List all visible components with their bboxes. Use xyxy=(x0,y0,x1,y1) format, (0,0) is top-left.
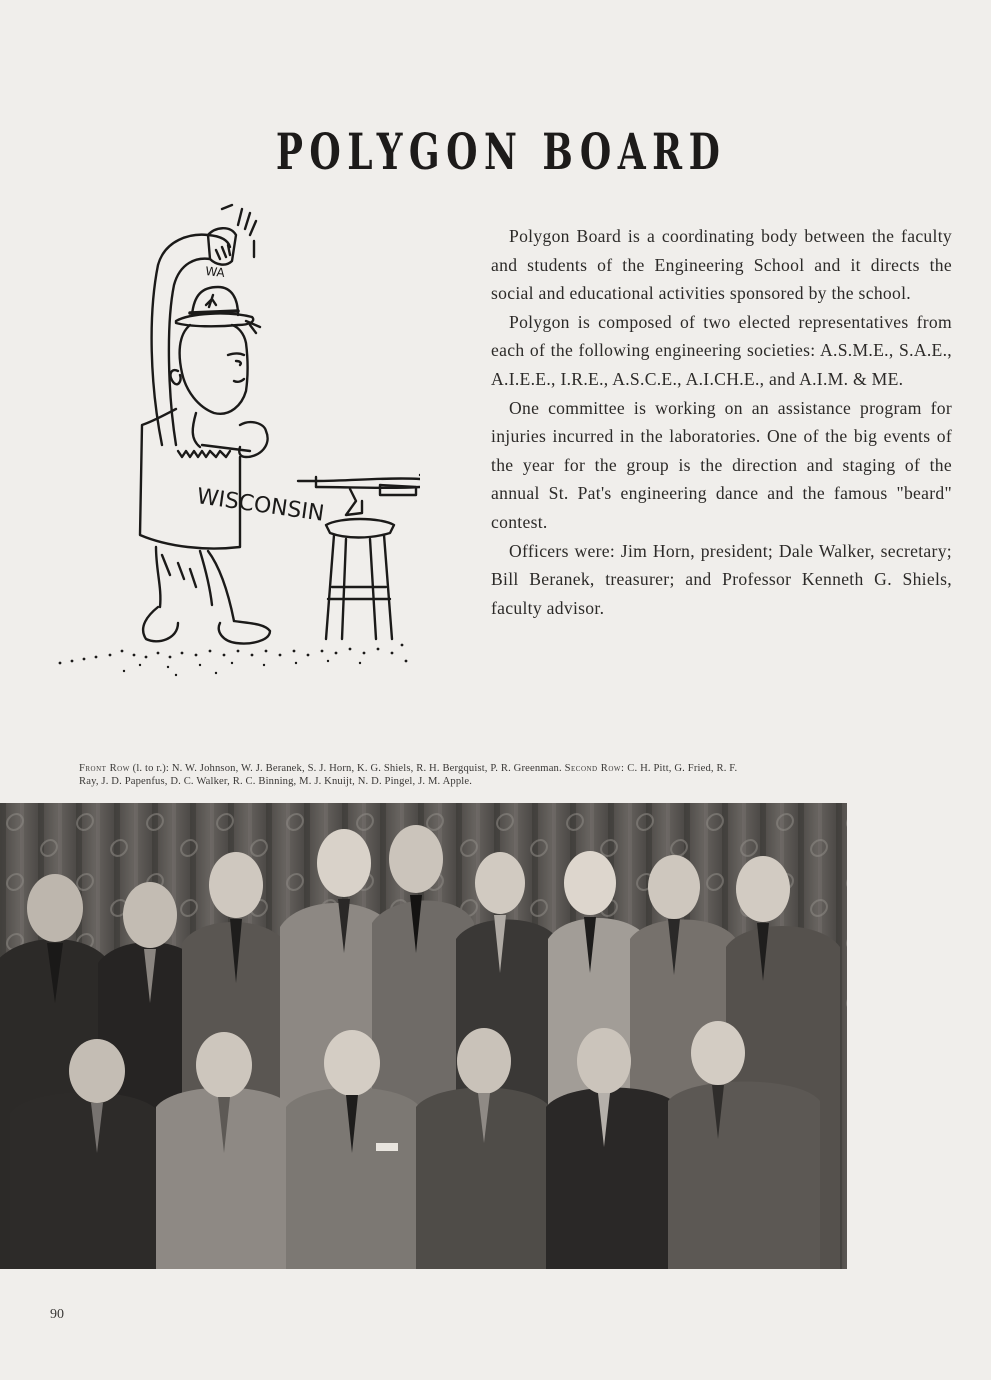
photo-caption xyxy=(79,762,759,788)
article-paragraph-3: One committee is working on an assistance program for injuries incurred in the laboratories. One of the big events of the year for the group is the direction and staging of the annual St. Pat's engineering dance and the famous "beard" contest. xyxy=(491,397,952,532)
caption-second-label: Second Row: xyxy=(564,763,625,774)
group-photograph xyxy=(0,803,847,1269)
hand-lettering: WA xyxy=(204,264,226,281)
engineer-cartoon-illustration xyxy=(50,195,420,690)
page-number: 90 xyxy=(50,1307,64,1322)
page-title: POLYGON BOARD xyxy=(275,122,727,181)
article-paragraph-4: Officers were: Jim Horn, president; Dale Walker, secretary; Bill Beranek, treasurer; and Professor Kenneth G. Shiels, faculty advisor. xyxy=(491,540,952,618)
article-body xyxy=(491,222,952,622)
caption-front-label: Front Row xyxy=(79,763,130,774)
shirt-lettering: WISCONSIN xyxy=(195,484,326,527)
caption-front-names: N. W. Johnson, W. J. Beranek, S. J. Horn, K. G. Shiels, R. H. Bergquist, P. R. Greenman. xyxy=(171,763,562,774)
article-paragraph-2: Polygon is composed of two elected representatives from each of the following engineering societies: A.S.M.E., S.A.E., A.I.E.E., I.R.E., A.S.C.E., A.I.CH.E., and A.I.M. & ME. xyxy=(491,311,952,389)
caption-front-paren: (l. to r.): xyxy=(132,763,170,774)
ground-stipple xyxy=(59,644,408,677)
article-paragraph-1: Polygon Board is a coordinating body between the faculty and students of the Engineering School and it directs the social and educational activities sponsored by the school. xyxy=(491,226,952,304)
caption-second-names: C. H. Pitt, G. Fried, R. F. Ray, J. D. Papenfus, D. C. Walker, R. C. Binning, M. J. Knuijt, N. D. Pingel, J. M. Apple. xyxy=(79,763,738,787)
